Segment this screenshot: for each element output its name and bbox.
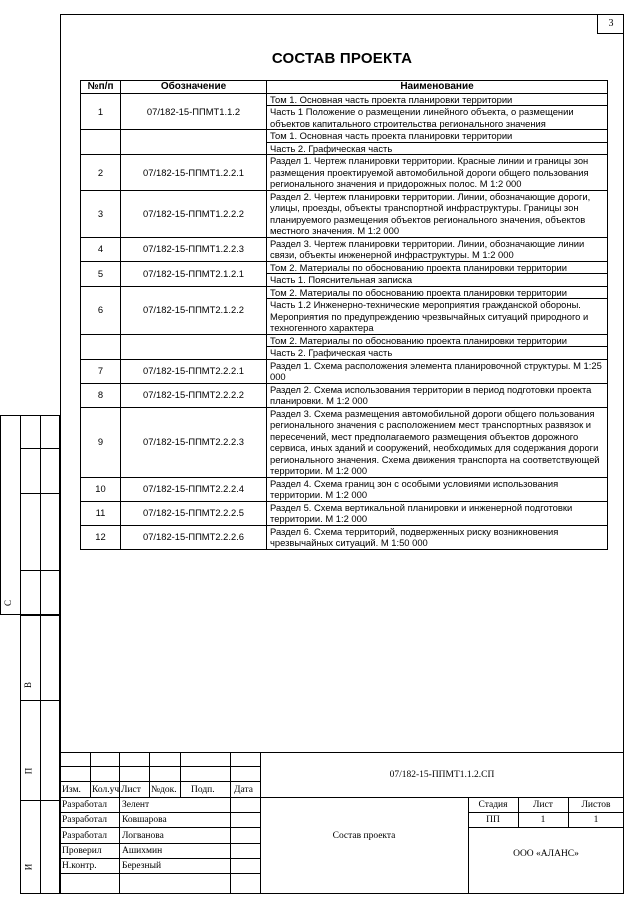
company-name: ООО «АЛАНС» — [513, 849, 579, 859]
table-row — [81, 237, 608, 261]
header-code: Обозначение — [121, 81, 267, 94]
table-row — [81, 334, 608, 347]
sheet-value: 1 — [540, 815, 546, 825]
side-divider — [40, 415, 41, 615]
side-divider — [20, 493, 60, 494]
header-name: Наименование — [267, 81, 608, 94]
side-divider — [20, 800, 60, 801]
row-title: Часть 2. Графическая часть — [267, 347, 608, 360]
title-block — [60, 752, 624, 894]
side-letter-i: И — [23, 863, 34, 871]
row-title: Том 2. Материалы по обоснованию проекта планировки территории — [267, 261, 608, 274]
row-title: Часть 2. Графическая часть — [267, 142, 608, 155]
row-number: 12 — [81, 525, 121, 549]
row-designation: 07/182-15-ППМТ1.2.2.3 — [121, 237, 267, 261]
row-title: Раздел 3. Чертеж планировки территории. Линии, обозначающие линии связи, объекты инженерной инфраструктуры. М 1:2 000 — [267, 237, 608, 261]
table-row — [81, 93, 608, 106]
role-name: Ашихмин — [122, 846, 163, 856]
side-letter-v: В — [23, 681, 34, 689]
stage-value: ПП — [486, 815, 500, 825]
row-title: Том 1. Основная часть проекта планировки территории — [267, 130, 608, 143]
table-row — [81, 477, 608, 501]
row-number: 9 — [81, 407, 121, 477]
row-title: Раздел 3. Схема размещения автомобильной дороги общего пользования регионального значения с расположением мест транспортных развязок и пересечений, мест предполагаемого размещения объектов дорожного сервиса, иных зданий и сооружений, необходимых для содержания дороги регионального значения. Схема движения транспорта на соответствующей территории. М 1:2 000 — [267, 407, 608, 477]
role-label: Проверил — [62, 846, 102, 856]
role-label: Разработал — [62, 831, 107, 841]
stamp-header-data: Дата — [234, 785, 253, 795]
row-title: Раздел 1. Чертеж планировки территории. Красные линии и границы зон размещения проектируемой автомобильной дороги общего пользования регионального значения и придорожных полос. М 1:2 000 — [267, 155, 608, 191]
row-designation: 07/182-15-ППМТ2.2.2.6 — [121, 525, 267, 549]
row-title: Раздел 1. Схема расположения элемента планировочной структуры. М 1:25 000 — [267, 359, 608, 383]
row-designation: 07/182-15-ППМТ2.2.2.1 — [121, 359, 267, 383]
document-code: 07/182-15-ППМТ1.1.2.СП — [389, 770, 495, 780]
role-name: Березный — [122, 861, 162, 871]
side-divider — [20, 415, 21, 615]
row-number: 4 — [81, 237, 121, 261]
stamp-header-list: Лист — [121, 785, 141, 795]
row-designation: 07/182-15-ППМТ2.2.2.4 — [121, 477, 267, 501]
row-number — [81, 130, 121, 155]
document-title: Состав проекта — [332, 831, 396, 841]
sheets-label: Листов — [581, 800, 611, 810]
table-row — [81, 261, 608, 274]
table-row — [81, 383, 608, 407]
table-row — [81, 155, 608, 191]
stamp-header-izm: Изм. — [62, 785, 81, 795]
row-title: Том 2. Материалы по обоснованию проекта планировки территории — [267, 286, 608, 299]
stamp-header-ndok: №док. — [151, 785, 177, 795]
header-num: №п/п — [81, 81, 121, 94]
table-body — [81, 93, 608, 549]
sheets-value: 1 — [593, 815, 599, 825]
row-number: 5 — [81, 261, 121, 286]
sheet-label: Лист — [533, 800, 553, 810]
row-designation: 07/182-15-ППМТ2.1.2.2 — [121, 286, 267, 334]
role-name: Зелент — [122, 800, 150, 810]
table-row — [81, 525, 608, 549]
row-title: Раздел 6. Схема территорий, подверженных риску возникновения чрезвычайных ситуаций. М 1:50 000 — [267, 525, 608, 549]
side-box-top — [0, 415, 60, 615]
side-letter-p: П — [23, 767, 34, 775]
row-number: 6 — [81, 286, 121, 334]
sheet-number: 3 — [597, 14, 624, 34]
row-title: Том 2. Материалы по обоснованию проекта планировки территории — [267, 334, 608, 347]
row-title: Часть 1.2 Инженерно-технические мероприятия гражданской обороны. Мероприятия по предупреждению чрезвычайных ситуаций природного и техногенного характера — [267, 299, 608, 335]
side-divider — [20, 700, 60, 701]
role-label: Н.контр. — [62, 861, 97, 871]
row-number: 1 — [81, 93, 121, 130]
role-label: Разработал — [62, 800, 107, 810]
stamp-header-koluch: Кол.уч — [92, 785, 120, 795]
role-name: Ковшарова — [122, 815, 167, 825]
row-title: Раздел 5. Схема вертикальной планировки и инженерной подготовки территории. М 1:2 000 — [267, 501, 608, 525]
row-number: 2 — [81, 155, 121, 191]
row-number: 7 — [81, 359, 121, 383]
side-divider — [40, 615, 41, 894]
table-row — [81, 190, 608, 237]
row-title: Часть 1. Пояснительная записка — [267, 274, 608, 287]
row-number: 3 — [81, 190, 121, 237]
row-title: Раздел 4. Схема границ зон с особыми условиями использования территории. М 1:2 000 — [267, 477, 608, 501]
row-number: 10 — [81, 477, 121, 501]
row-designation: 07/182-15-ППМТ2.1.2.1 — [121, 261, 267, 286]
role-label: Разработал — [62, 815, 107, 825]
stamp-header-podp: Подп. — [191, 785, 215, 795]
row-title: Часть 1 Положение о размещении линейного объекта, о размещении объектов капитального строительства регионального значения — [267, 106, 608, 130]
table-row — [81, 286, 608, 299]
row-number: 8 — [81, 383, 121, 407]
side-letter-c: С — [3, 599, 14, 607]
row-title: Раздел 2. Схема использования территории в период подготовки проекта планировки. М 1:2 000 — [267, 383, 608, 407]
row-number — [81, 334, 121, 359]
row-designation: 07/182-15-ППМТ1.1.2 — [121, 93, 267, 130]
row-designation: 07/182-15-ППМТ1.2.2.2 — [121, 190, 267, 237]
table-row — [81, 501, 608, 525]
table-row — [81, 407, 608, 477]
row-title: Том 1. Основная часть проекта планировки территории — [267, 93, 608, 106]
row-designation: 07/182-15-ППМТ2.2.2.5 — [121, 501, 267, 525]
table-header-row — [81, 81, 608, 94]
row-designation: 07/182-15-ППМТ2.2.2.3 — [121, 407, 267, 477]
side-divider — [20, 448, 60, 449]
table-row — [81, 130, 608, 143]
row-title: Раздел 2. Чертеж планировки территории. Линии, обозначающие дороги, улицы, проезды, объекты транспортной инфраструктуры. Границы зон планируемого размещения объектов регионального значения, объектов местного значения. М 1:2 000 — [267, 190, 608, 237]
stage-label: Стадия — [478, 800, 508, 810]
row-number: 11 — [81, 501, 121, 525]
row-designation: 07/182-15-ППМТ1.2.2.1 — [121, 155, 267, 191]
page-title: СОСТАВ ПРОЕКТА — [271, 50, 413, 67]
row-designation: 07/182-15-ППМТ2.2.2.2 — [121, 383, 267, 407]
side-divider — [20, 570, 60, 571]
row-designation — [121, 130, 267, 155]
row-designation — [121, 334, 267, 359]
composition-table — [80, 80, 608, 550]
table-row — [81, 359, 608, 383]
role-name: Логванова — [122, 831, 164, 841]
